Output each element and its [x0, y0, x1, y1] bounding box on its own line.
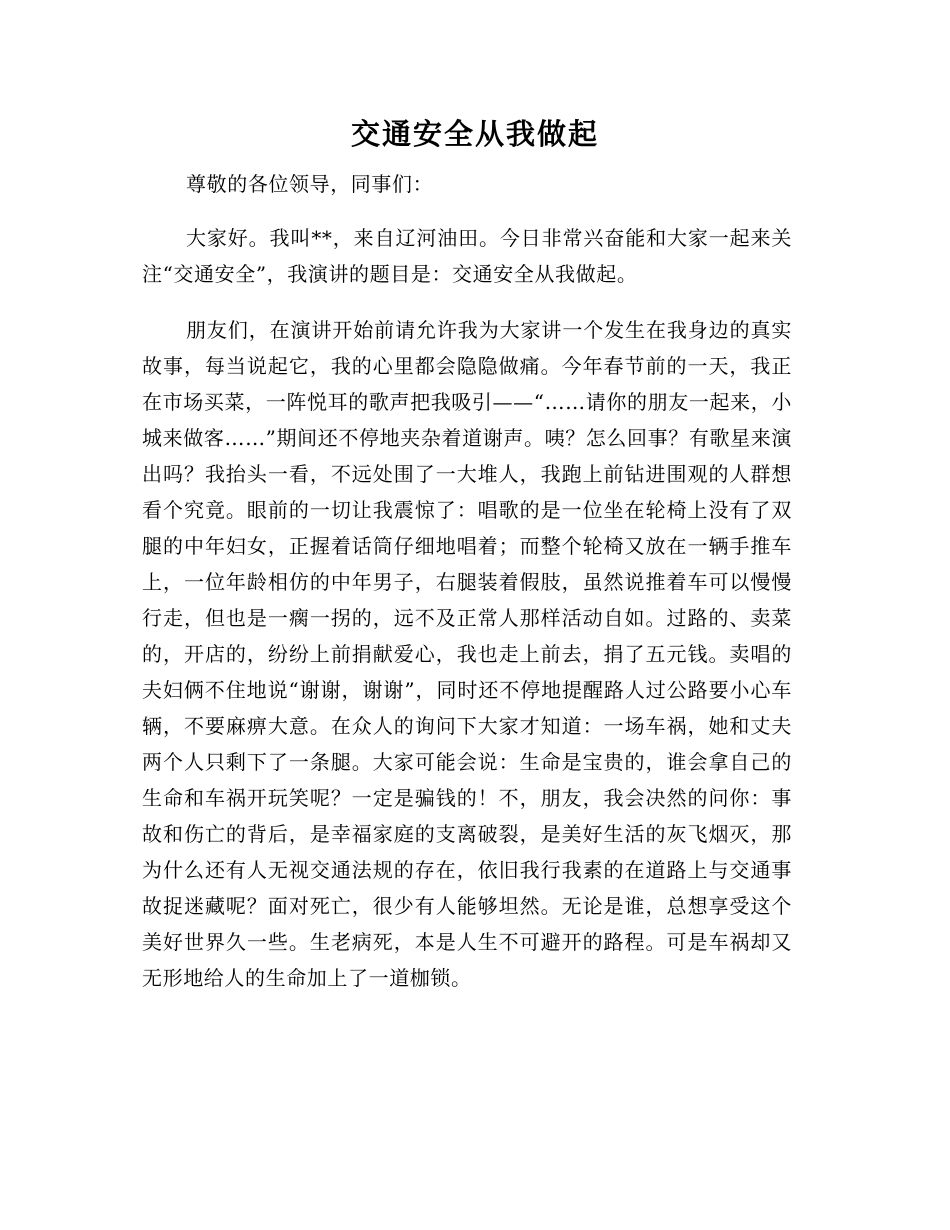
greeting-line: 尊敬的各位领导，同事们：	[186, 172, 434, 196]
document-title: 交通安全从我做起	[350, 117, 599, 151]
paragraph-story: 朋友们，在演讲开始前请允许我为大家讲一个发生在我身边的真实故事，每当说起它，我的心里都会隐隐做痛。今年春节前的一天，我正在市场买菜，一阵悦耳的歌声把我吸引——“……请你的朋友一起来，小城来做客……”期间还不停地夹杂着道谢声。咦？怎么回事？有歌星来演出吗？我抬头一看，不远处围了一大堆人，我跑上前钻进围观的人群想看个究竟。眼前的一切让我震惊了：唱歌的是一位坐在轮椅上没有了双腿的中年妇女，正握着话筒仔细地唱着；而整个轮椅又放在一辆手推车上，一位年龄相仿的中年男子，右腿装着假肢，虽然说推着车可以慢慢行走，但也是一瘸一拐的，远不及正常人那样活动自如。过路的、卖菜的，开店的，纷纷上前捐献爱心，我也走上前去，捐了五元钱。卖唱的夫妇俩不住地说“谢谢，谢谢”，同时还不停地提醒路人过公路要小心车辆，不要麻痹大意。在众人的询问下大家才知道：一场车祸，她和丈夫两个人只剩下了一条腿。大家可能会说：生命是宝贵的，谁会拿自己的生命和车祸开玩笑呢？一定是骗钱的！不，朋友，我会决然的问你：事故和伤亡的背后，是幸福家庭的支离破裂，是美好生活的灰飞烟灭，那为什么还有人无视交通法规的存在，依旧我行我素的在道路上与交通事故捉迷藏呢？面对死亡，很少有人能够坦然。无论是谁，总想享受这个美好世界久一些。生老病死，本是人生不可避开的路程。可是车祸却又无形地给人的生命加上了一道枷锁。	[142, 318, 792, 990]
paragraph-intro: 大家好。我叫**，来自辽河油田。今日非常兴奋能和大家一起来关注“交通安全”，我演讲的题目是：交通安全从我做起。	[142, 226, 792, 286]
